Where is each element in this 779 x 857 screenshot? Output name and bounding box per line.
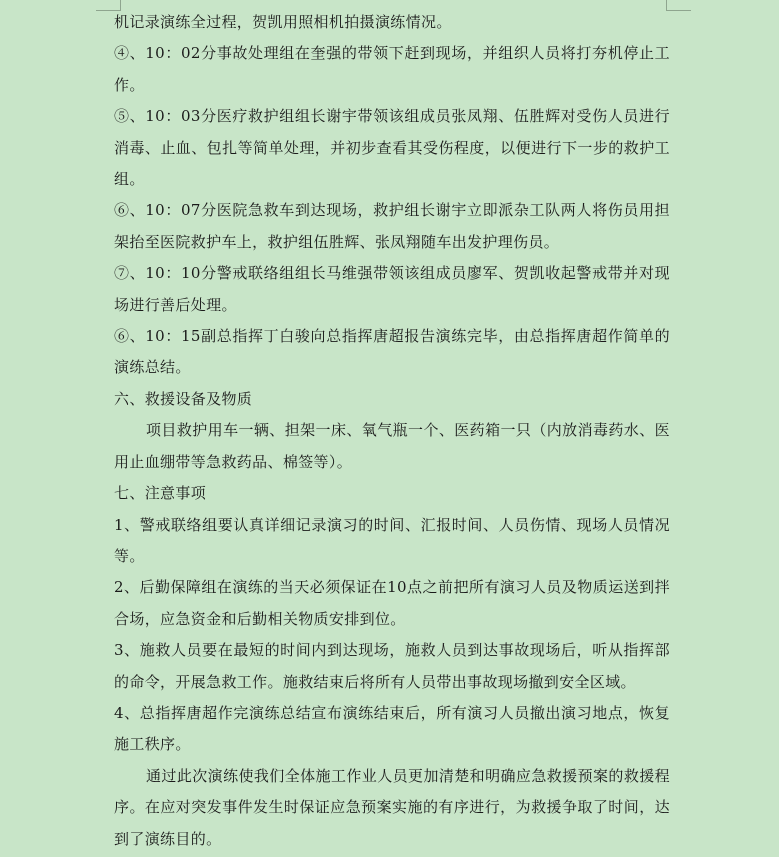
paragraph-equipment: 项目救护用车一辆、担架一床、氧气瓶一个、医药箱一只（内放消毒药水、医用止血绷带等急救药品、棉签等）。 xyxy=(114,421,670,471)
document-body xyxy=(114,0,670,855)
paragraph-step-7: ⑦、10：10分警戒联络组组长马维强带领该组成员廖军、贺凯收起警戒带并对现场进行善后处理。 xyxy=(114,264,670,314)
paragraph-continuation: 机记录演练全过程，贺凯用照相机拍摄演练情况。 xyxy=(114,13,452,31)
note-item-3: 3、施救人员要在最短的时间内到达现场，施救人员到达事故现场后，听从指挥部的命令，开展急救工作。施救结束后将所有人员带出事故现场撤到安全区域。 xyxy=(114,641,670,691)
paragraph-step-6: ⑥、10：07分医院急救车到达现场，救护组长谢宇立即派杂工队两人将伤员用担架抬至医院救护车上，救护组伍胜辉、张凤翔随车出发护理伤员。 xyxy=(114,201,670,251)
note-item-1: 1、警戒联络组要认真详细记录演习的时间、汇报时间、人员伤情、现场人员情况等。 xyxy=(114,515,670,565)
section-heading-equipment: 六、救援设备及物质 xyxy=(114,389,253,408)
paragraph-step-5: ⑤、10：03分医疗救护组组长谢宇带领该组成员张凤翔、伍胜辉对受伤人员进行消毒、止血、包扎等简单处理，并初步查看其受伤程度，以便进行下一步的救护工组。 xyxy=(114,107,670,189)
note-item-2: 2、后勤保障组在演练的当天必须保证在10点之前把所有演习人员及物质运送到拌合场，应急资金和后勤相关物质安排到位。 xyxy=(114,578,670,628)
section-heading-notes: 七、注意事项 xyxy=(114,484,207,503)
paragraph-step-4: ④、10：02分事故处理组在奎强的带领下赶到现场，并组织人员将打夯机停止工作。 xyxy=(114,44,670,94)
paragraph-step-8: ⑥、10：15副总指挥丁白骏向总指挥唐超报告演练完毕，由总指挥唐超作简单的演练总结。 xyxy=(114,327,670,377)
paragraph-conclusion: 通过此次演练使我们全体施工作业人员更加清楚和明确应急救援预案的救援程序。在应对突发事件发生时保证应急预案实施的有序进行，为救援争取了时间，达到了演练目的。 xyxy=(114,766,670,848)
note-item-4: 4、总指挥唐超作完演练总结宣布演练结束后，所有演习人员撤出演习地点，恢复施工秩序。 xyxy=(114,703,670,754)
